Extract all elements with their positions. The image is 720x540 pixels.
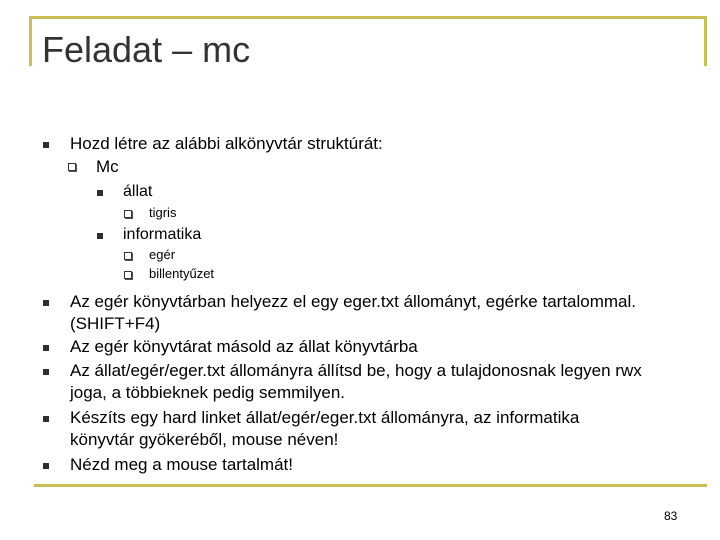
square-bullet-icon xyxy=(43,142,49,148)
square-bullet-icon xyxy=(97,233,103,239)
intro-text: Hozd létre az alábbi alkönyvtár struktúrát: xyxy=(70,134,383,153)
tree-item-eger: egér xyxy=(149,247,176,262)
square-bullet-icon xyxy=(43,345,49,351)
hollow-bullet-icon xyxy=(124,210,132,218)
square-bullet-icon xyxy=(43,369,49,375)
slide-title: Feladat – mc xyxy=(42,29,251,70)
task-4-line-1: Készíts egy hard linket állat/egér/eger.txt állományra, az informatika xyxy=(70,408,580,427)
title-frame-top xyxy=(29,16,707,19)
square-bullet-icon xyxy=(43,300,49,306)
tree-item-allat: állat xyxy=(123,183,153,200)
task-5: Nézd meg a mouse tartalmát! xyxy=(70,455,293,474)
tree-item-mc: Mc xyxy=(96,157,119,176)
task-3-line-2: joga, a többieknek pedig semmilyen. xyxy=(70,383,345,402)
hollow-bullet-icon xyxy=(68,163,76,171)
task-1-line-1: Az egér könyvtárban helyezz el egy eger.txt állományt, egérke tartalommal. xyxy=(70,292,637,311)
square-bullet-icon xyxy=(43,416,49,422)
tree-item-billentyuzet: billentyűzet xyxy=(149,266,215,281)
page-number: 83 xyxy=(664,509,678,523)
hollow-bullet-icon xyxy=(124,271,132,279)
tree-item-informatika: informatika xyxy=(123,226,202,243)
hollow-bullet-icon xyxy=(124,252,132,260)
task-3-line-1: Az állat/egér/eger.txt állományra állítsd be, hogy a tulajdonosnak legyen rwx xyxy=(70,361,642,380)
title-frame-left xyxy=(29,16,32,66)
tree-item-tigris: tigris xyxy=(149,205,177,220)
square-bullet-icon xyxy=(97,190,103,196)
task-2: Az egér könyvtárat másold az állat könyvtárba xyxy=(70,337,418,356)
title-frame-right xyxy=(704,16,707,66)
footer-rule xyxy=(34,484,707,487)
task-4-line-2: könyvtár gyökeréből, mouse néven! xyxy=(70,430,339,449)
task-1-line-2: (SHIFT+F4) xyxy=(70,314,161,333)
square-bullet-icon xyxy=(43,463,49,469)
